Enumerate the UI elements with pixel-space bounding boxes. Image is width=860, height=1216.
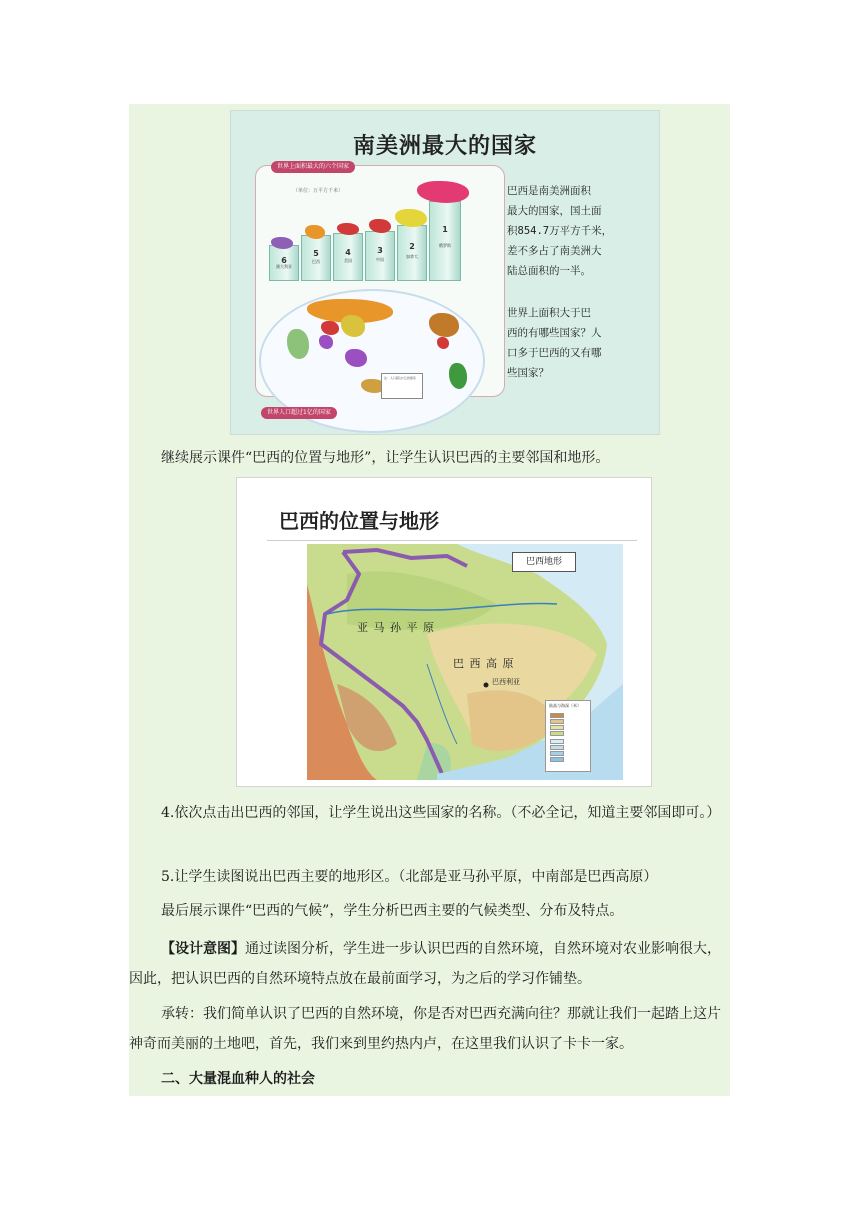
brasilia-label: 巴西利亚 [492, 678, 520, 686]
design-intent-text: 通过读图分析，学生进一步认识巴西的自然环境，自然环境对农业影响很大，因此，把认识巴西的自然环境特点放在最前面学习，为之后的学习作铺垫。 [129, 941, 721, 987]
rank-number: 6 [281, 256, 287, 266]
text-line: 巴西是南美洲面积 [507, 185, 591, 197]
india-shape [321, 321, 339, 335]
paragraph-landforms: 5.让学生读图说出巴西主要的地形区。（北部是亚马孙平原，中南部是巴西高原） [161, 869, 658, 885]
legend-swatch [550, 751, 564, 756]
slide-text-2 [507, 303, 602, 383]
brazil-shape [305, 225, 325, 239]
column-rank-3 [365, 231, 395, 281]
text-line: 积854.7万平方千米， [507, 225, 613, 237]
elevation-legend [545, 700, 591, 772]
russia-shape [417, 181, 469, 203]
mexico-shape [437, 337, 449, 349]
slide-largest-country [230, 110, 660, 435]
africa-shape [287, 329, 309, 359]
column-rank-2 [397, 225, 427, 281]
brazil-shape [449, 363, 467, 389]
legend-swatch [550, 713, 564, 718]
legend-swatch [550, 739, 564, 744]
country-name: 巴西 [312, 258, 320, 264]
legend-text: 注：人口超过1亿的国家 [384, 376, 416, 380]
slide-title: 巴西的位置与地形 [279, 509, 439, 533]
chart-tag: 世界上面积最大的六个国家 [271, 161, 355, 173]
usa-shape [429, 313, 459, 337]
country-name: 俄罗斯 [439, 242, 451, 248]
slide-brazil-location [236, 477, 652, 787]
text-line: 西的有哪些国家？人 [507, 327, 602, 339]
column-rank-4 [333, 233, 363, 281]
legend-swatch [550, 719, 564, 724]
text-line: 口多于巴西的又有哪 [507, 347, 602, 359]
usa-shape [337, 223, 359, 235]
legend-swatch [550, 745, 564, 750]
text-line: 陆总面积的一半。 [507, 265, 591, 277]
legend-swatch [550, 725, 564, 730]
country-name: 澳大利亚 [276, 263, 292, 269]
area-columns [269, 181, 479, 281]
paragraph-climate: 最后展示课件“巴西的气候”，学生分析巴西主要的气候类型、分布及特点。 [161, 903, 624, 919]
legend-swatch [550, 731, 564, 736]
brazil-plateau-label: 巴 西 高 原 [453, 657, 515, 670]
text-line: 最大的国家，国土面 [507, 205, 602, 217]
slide-title: 南美洲最大的国家 [352, 134, 537, 159]
country-name: 加拿大 [406, 254, 418, 260]
legend-title: 陆高与海深（米） [549, 703, 581, 708]
amazon-plain-label: 亚 马 孙 平 原 [357, 621, 435, 634]
rank-number: 4 [345, 247, 351, 257]
country-name: 中国 [376, 256, 384, 262]
rank-number: 1 [442, 225, 448, 235]
map-tag: 巴西地形 [512, 552, 576, 572]
paragraph-transition: 承转：我们简单认识了巴西的自然环境，你是否对巴西充满向往？那就让我们一起踏上这片神奇而美丽的土地吧，首先，我们来到里约热内卢，在这里我们认识了卡卡一家。 [129, 1006, 721, 1052]
chart-unit: （单位：万平方千米） [293, 188, 344, 194]
legend-swatch [550, 757, 564, 762]
map-tag: 世界人口超过1亿的国家 [261, 407, 337, 419]
column-rank-5 [301, 235, 331, 281]
column-rank-6 [269, 245, 299, 281]
rank-number: 2 [409, 242, 415, 252]
title-divider [267, 540, 637, 541]
caption-paragraph: 继续展示课件“巴西的位置与地形”，让学生认识巴西的主要邻国和地形。 [161, 450, 610, 466]
text-line: 些国家？ [507, 367, 549, 379]
column-rank-1 [429, 201, 461, 281]
china-shape [369, 219, 391, 233]
rank-number: 3 [377, 246, 383, 256]
sea-shape [319, 335, 333, 349]
slide-text-1 [507, 181, 612, 281]
paragraph-neighbors: 4.依次点击出巴西的邻国，让学生说出这些国家的名称。（不必全记，知道主要邻国即可。） [161, 805, 721, 821]
design-intent-label: 【设计意图】 [161, 941, 245, 957]
text-line: 世界上面积大于巴 [507, 307, 591, 319]
indonesia-shape [345, 349, 367, 367]
paragraph-design-intent [129, 934, 730, 994]
map-legend [381, 373, 423, 399]
china-shape [341, 315, 365, 337]
rank-number: 5 [313, 249, 319, 259]
australia-shape [271, 237, 293, 249]
text-line: 差不多占了南美洲大 [507, 245, 602, 257]
section-heading: 二、大量混血种人的社会 [161, 1071, 315, 1087]
country-name: 美国 [344, 257, 352, 263]
